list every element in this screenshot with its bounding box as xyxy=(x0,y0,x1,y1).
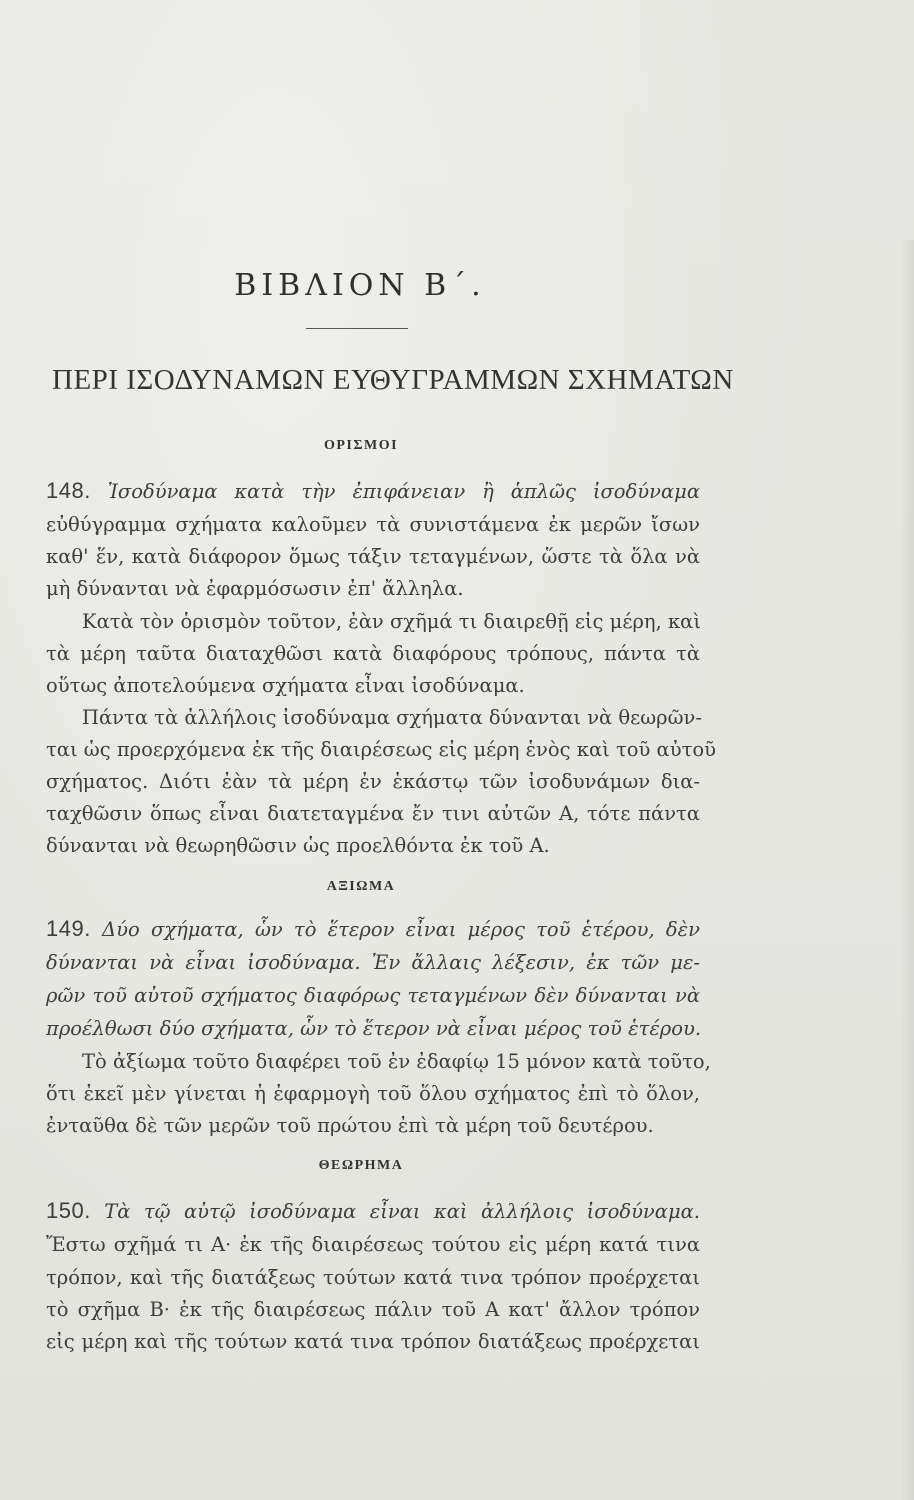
text-line: εὐθύγραμμα σχήματα καλοῦμεν τὰ συνιστάμενα ἐκ μερῶν ἴσων xyxy=(46,513,700,536)
section-title: ΠΕΡΙ ΙΣΟΔΥΝΑΜΩΝ ΕΥΘΥΓΡΑΜΜΩΝ ΣΧΗΜΑΤΩΝ xyxy=(52,364,734,396)
text-line: ταχθῶσιν ὅπως εἶναι διατεταγμένα ἔν τινι αὐτῶν Α, τότε πάντα xyxy=(46,802,700,825)
paragraph-number: 148. xyxy=(46,478,91,503)
text-line: Πάντα τὰ ἀλλήλοις ἰσοδύναμα σχήματα δύνανται νὰ θεωρῶν- xyxy=(82,706,702,729)
text-line: δύνανται νὰ θεωρηθῶσιν ὡς προελθόντα ἐκ τοῦ Α. xyxy=(46,834,550,857)
text-line: ται ὡς προερχόμενα ἐκ τῆς διαιρέσεως εἰς μέρη ἑνὸς καὶ τοῦ αὐτοῦ xyxy=(46,738,716,761)
axiom-text: Δύο σχήματα, ὧν τὸ ἕτερον εἶναι μέρος τοῦ ἑτέρου, δὲν xyxy=(102,918,700,941)
text-line: Κατὰ τὸν ὁρισμὸν τοῦτον, ἐὰν σχῆμά τι διαιρεθῇ εἰς μέρη, καὶ xyxy=(82,610,702,633)
theorem-statement: Τὰ τῷ αὐτῷ ἰσοδύναμα εἶναι καὶ ἀλλήλοις ἰσοδύναμα. xyxy=(104,1200,700,1223)
heading-definitions: ΟΡΙΣΜΟΙ xyxy=(323,438,399,453)
text-line: εἰς μέρη καὶ τῆς τούτων κατά τινα τρόπον διατάξεως προέρχεται xyxy=(46,1330,700,1353)
paragraph-148-line xyxy=(46,476,700,507)
definition-term: Ἰσοδύναμα κατὰ τὴν ἐπιφάνειαν ἢ ἁπλῶς ἰσοδύναμα xyxy=(107,480,700,503)
heading-theorem: ΘΕΩΡΗΜΑ xyxy=(318,1158,404,1173)
text-line: Ἔστω σχῆμά τι Α· ἐκ τῆς διαιρέσεως τούτου εἰς μέρη κατά τινα xyxy=(46,1233,700,1256)
heading-axiom: ΑΞΙΩΜΑ xyxy=(326,879,396,894)
text-line: τὸ σχῆμα Β· ἐκ τῆς διαιρέσεως πάλιν τοῦ Α κατ' ἄλλον τρόπον xyxy=(46,1298,700,1321)
paragraph-150-line xyxy=(46,1196,700,1227)
paragraph-number: 149. xyxy=(46,916,91,941)
text-line: καθ' ἕν, κατὰ διάφορον ὅμως τάξιν τεταγμένων, ὥστε τὰ ὅλα νὰ xyxy=(46,545,700,568)
page-edge-shadow xyxy=(900,240,914,1500)
text-line: μὴ δύνανται νὰ ἐφαρμόσωσιν ἐπ' ἄλληλα. xyxy=(46,577,464,600)
title-rule xyxy=(306,328,408,329)
text-line: σχήματος. Διότι ἐὰν τὰ μέρη ἐν ἑκάστῳ τῶν ἰσοδυνάμων δια- xyxy=(46,770,700,793)
text-line: Τὸ ἀξίωμα τοῦτο διαφέρει τοῦ ἐν ἐδαφίῳ 15 μόνον κατὰ τοῦτο, xyxy=(82,1050,711,1073)
text-line: οὕτως ἀποτελούμενα σχήματα εἶναι ἰσοδύναμα. xyxy=(46,674,525,697)
axiom-text-line: προέλθωσι δύο σχήματα, ὧν τὸ ἕτερον νὰ εἶναι μέρος τοῦ ἑτέρου. xyxy=(46,1017,702,1040)
paragraph-149-line xyxy=(46,914,700,945)
paragraph-number: 150. xyxy=(46,1198,91,1223)
book-title: ΒΙΒΛΙΟΝ Β΄. xyxy=(234,268,486,303)
axiom-text-line: δύνανται νὰ εἶναι ἰσοδύναμα. Ἐν ἄλλαις λέξεσιν, ἐκ τῶν με- xyxy=(46,951,700,974)
axiom-text-line: ρῶν τοῦ αὐτοῦ σχήματος διαφόρως τεταγμένων δὲν δύνανται νὰ xyxy=(46,984,700,1007)
text-line: τρόπον, καὶ τῆς διατάξεως τούτων κατά τινα τρόπον προέρχεται xyxy=(46,1266,700,1289)
text-line: ἐνταῦθα δὲ τῶν μερῶν τοῦ πρώτου ἐπὶ τὰ μέρη τοῦ δευτέρου. xyxy=(46,1114,654,1137)
text-line: ὅτι ἐκεῖ μὲν γίνεται ἡ ἐφαρμογὴ τοῦ ὅλου σχήματος ἐπὶ τὸ ὅλον, xyxy=(46,1082,700,1105)
text-line: τὰ μέρη ταῦτα διαταχθῶσι κατὰ διαφόρους τρόπους, πάντα τὰ xyxy=(46,642,700,665)
